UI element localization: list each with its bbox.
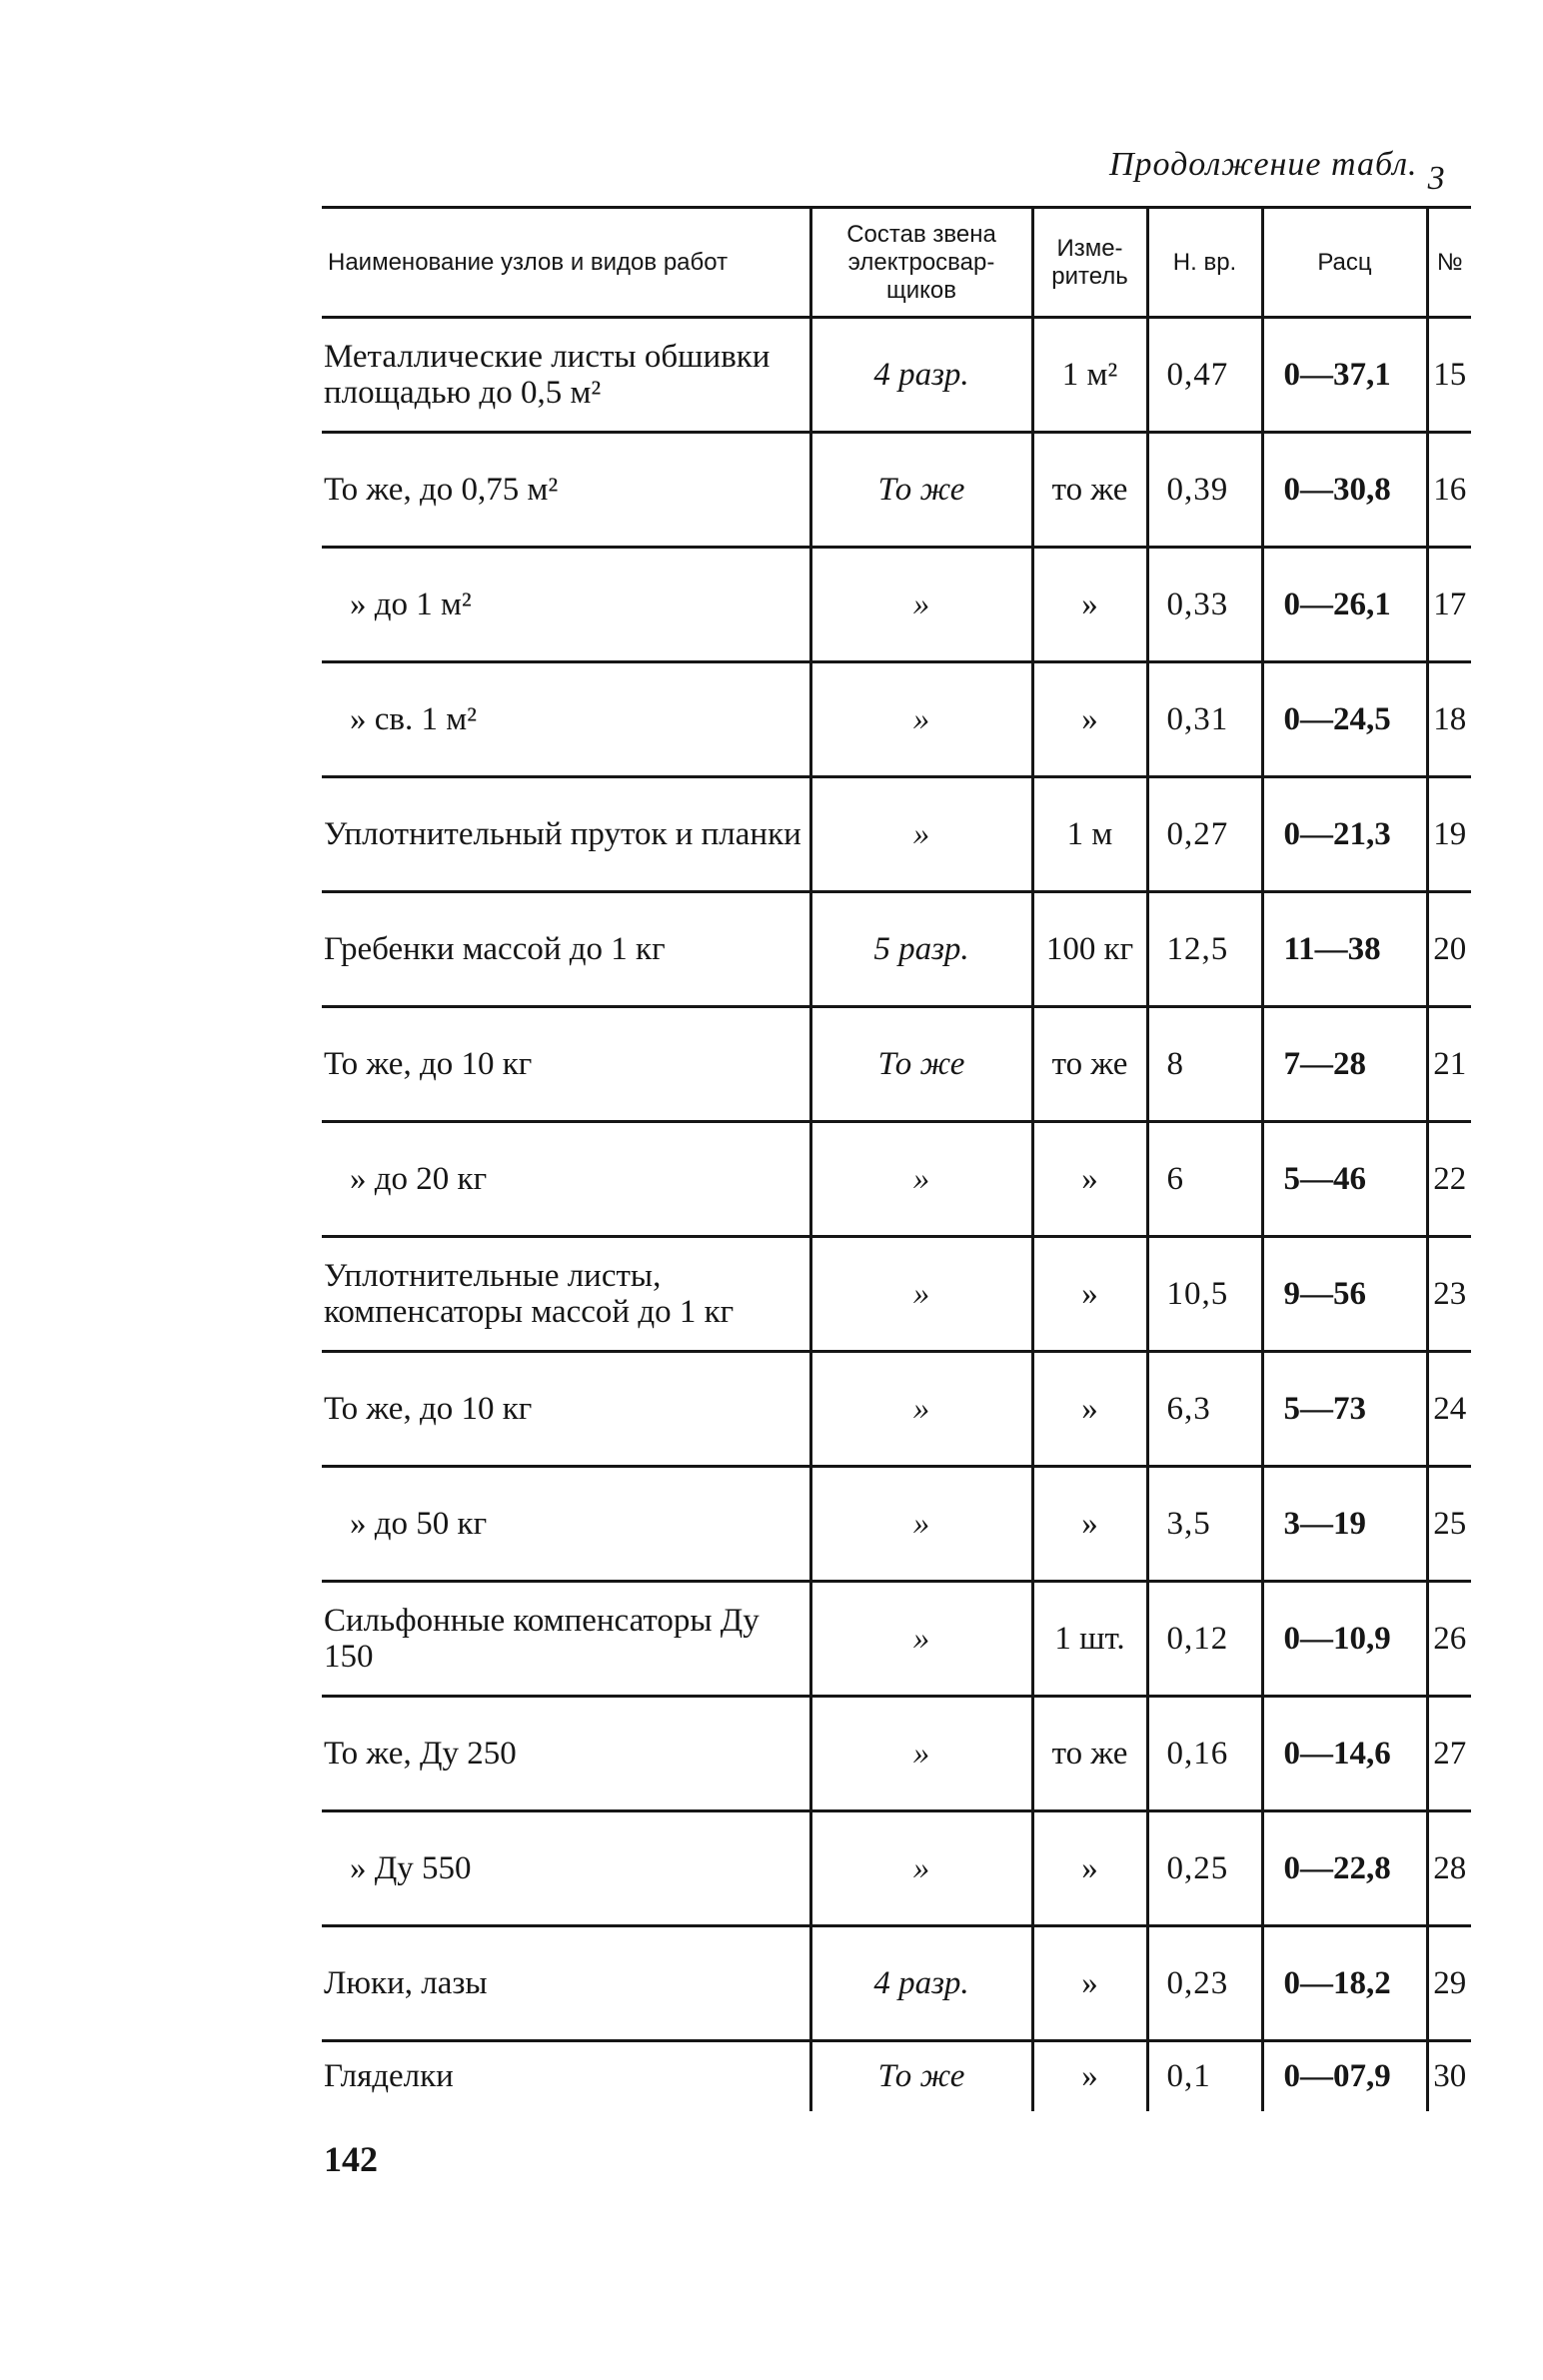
cell-norm-time: 0,27 [1147,777,1262,892]
cell-name: Гребенки массой до 1 кг [324,931,666,967]
cell-rate: 0—14,6 [1262,1697,1427,1811]
cell-norm-time: 10,5 [1147,1237,1262,1352]
cell-rate: 0—22,8 [1262,1811,1427,1926]
table-header-row [322,208,1471,318]
cell-name: Металлические листы обшивки площадью до 0,5 м² [324,339,771,411]
table-row [322,1582,1471,1697]
cell-unit: то же [1032,1697,1147,1811]
cell-crew: » [810,1697,1032,1811]
cell-number: 19 [1427,777,1471,892]
cell-crew: » [810,662,1032,777]
cell-name: Сильфонные компенсаторы Ду 150 [324,1603,760,1675]
cell-unit: » [1032,1926,1147,2041]
cell-number: 24 [1427,1352,1471,1467]
cell-number: 26 [1427,1582,1471,1697]
table-row [322,1237,1471,1352]
cell-name: То же, до 10 кг [324,1046,533,1082]
table-row [322,1926,1471,2041]
header-crew: Состав звена электросвар-щиков [810,208,1032,318]
cell-unit: » [1032,1811,1147,1926]
cell-rate: 0—30,8 [1262,433,1427,548]
cell-name: То же, до 0,75 м² [324,472,559,508]
cell-crew: 4 разр. [810,1926,1032,2041]
cell-crew: 5 разр. [810,892,1032,1007]
table-caption [1109,146,1446,197]
cell-rate: 0—26,1 [1262,548,1427,662]
cell-name: Гляделки [324,2058,454,2095]
cell-rate: 11—38 [1262,892,1427,1007]
cell-number: 17 [1427,548,1471,662]
cell-crew: » [810,1352,1032,1467]
cell-unit: » [1032,548,1147,662]
cell-number: 28 [1427,1811,1471,1926]
table-row [322,1467,1471,1582]
caption-text: Продолжение табл. [1109,146,1418,183]
header-unit: Изме-ритель [1032,208,1147,318]
cell-unit: 1 м [1032,777,1147,892]
header-rate: Расц [1262,208,1427,318]
cell-number: 21 [1427,1007,1471,1122]
cell-norm-time: 0,31 [1147,662,1262,777]
cell-unit: 1 шт. [1032,1582,1147,1697]
cell-unit: то же [1032,1007,1147,1122]
cell-crew: » [810,1582,1032,1697]
cell-norm-time: 0,1 [1147,2041,1262,2111]
cell-norm-time: 3,5 [1147,1467,1262,1582]
cell-rate: 0—24,5 [1262,662,1427,777]
cell-number: 25 [1427,1467,1471,1582]
cell-crew: » [810,1122,1032,1237]
cell-rate: 9—56 [1262,1237,1427,1352]
caption-table-number: 3 [1427,160,1446,197]
cell-crew: » [810,777,1032,892]
header-name: Наименование узлов и видов работ [328,248,729,276]
cell-norm-time: 0,33 [1147,548,1262,662]
cell-unit: » [1032,662,1147,777]
cell-rate: 0—37,1 [1262,318,1427,433]
table-row [322,1007,1471,1122]
cell-name: » Ду 550 [350,1850,472,1886]
cell-norm-time: 0,47 [1147,318,1262,433]
cell-name: Уплотнительный пруток и планки [324,816,801,852]
cell-number: 18 [1427,662,1471,777]
cell-rate: 0—07,9 [1262,2041,1427,2111]
cell-crew: » [810,548,1032,662]
cell-name: То же, до 10 кг [324,1391,533,1427]
table-row [322,318,1471,433]
table-row [322,892,1471,1007]
cell-rate: 7—28 [1262,1007,1427,1122]
cell-number: 22 [1427,1122,1471,1237]
cell-name: То же, Ду 250 [324,1736,517,1772]
cell-rate: 5—73 [1262,1352,1427,1467]
table-row [322,777,1471,892]
cell-norm-time: 0,25 [1147,1811,1262,1926]
cell-crew: 4 разр. [810,318,1032,433]
table-row [322,1352,1471,1467]
cell-norm-time: 0,16 [1147,1697,1262,1811]
cell-unit: 100 кг [1032,892,1147,1007]
cell-name: Уплотнительные листы, компенсаторы массой до 1 кг [324,1258,735,1330]
cell-number: 29 [1427,1926,1471,2041]
cell-norm-time: 8 [1147,1007,1262,1122]
table-row [322,1122,1471,1237]
cell-number: 27 [1427,1697,1471,1811]
cell-unit: то же [1032,433,1147,548]
rates-table [322,206,1471,2111]
page-number: 142 [324,2139,378,2179]
table-row [322,662,1471,777]
cell-norm-time: 6 [1147,1122,1262,1237]
cell-crew: » [810,1811,1032,1926]
cell-unit: » [1032,1352,1147,1467]
cell-crew: То же [810,1007,1032,1122]
cell-norm-time: 12,5 [1147,892,1262,1007]
table-row [322,2041,1471,2111]
cell-rate: 0—18,2 [1262,1926,1427,2041]
cell-rate: 5—46 [1262,1122,1427,1237]
table-row [322,1697,1471,1811]
cell-unit: » [1032,1237,1147,1352]
cell-number: 23 [1427,1237,1471,1352]
cell-name: » до 20 кг [350,1161,488,1197]
cell-name: » до 50 кг [350,1506,488,1542]
cell-crew: То же [810,433,1032,548]
header-number: № [1427,208,1471,318]
cell-name: » до 1 м² [350,587,472,622]
cell-unit: 1 м² [1032,318,1147,433]
table-body [322,318,1471,2111]
cell-name: Люки, лазы [324,1965,488,2001]
cell-norm-time: 6,3 [1147,1352,1262,1467]
cell-number: 15 [1427,318,1471,433]
cell-unit: » [1032,1467,1147,1582]
cell-unit: » [1032,1122,1147,1237]
cell-crew: » [810,1237,1032,1352]
cell-crew: То же [810,2041,1032,2111]
cell-norm-time: 0,12 [1147,1582,1262,1697]
cell-norm-time: 0,23 [1147,1926,1262,2041]
cell-name: » св. 1 м² [350,701,478,737]
cell-crew: » [810,1467,1032,1582]
cell-rate: 3—19 [1262,1467,1427,1582]
table-row [322,548,1471,662]
cell-unit: » [1032,2041,1147,2111]
cell-number: 30 [1427,2041,1471,2111]
header-norm-time: Н. вр. [1147,208,1262,318]
table-row [322,433,1471,548]
cell-rate: 0—10,9 [1262,1582,1427,1697]
cell-rate: 0—21,3 [1262,777,1427,892]
cell-number: 20 [1427,892,1471,1007]
cell-norm-time: 0,39 [1147,433,1262,548]
table-row [322,1811,1471,1926]
cell-number: 16 [1427,433,1471,548]
